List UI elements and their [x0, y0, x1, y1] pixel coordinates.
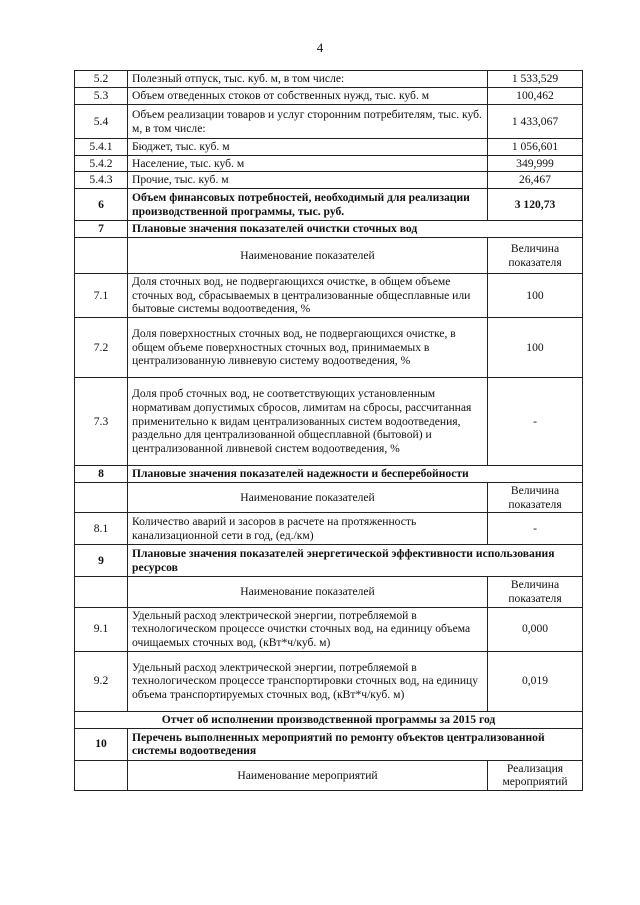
table-row: [75, 513, 583, 545]
section-title: Перечень выполненных мероприятий по ремонту объектов централизованной системы водоотведения: [128, 728, 583, 760]
row-text: Количество аварий и засоров в расчете на протяженность канализационной сети в год, (ед./км): [128, 513, 488, 545]
row-value: 349,999: [488, 155, 583, 172]
row-number: 5.2: [75, 71, 128, 88]
section-title: Плановые значения показателей очистки сточных вод: [128, 221, 583, 238]
section-number: 7: [75, 221, 128, 238]
table-row: [75, 88, 583, 105]
program-table: [74, 70, 583, 791]
row-number: 9.2: [75, 651, 128, 711]
row-text: Полезный отпуск, тыс. куб. м, в том числе:: [128, 71, 488, 88]
column-header-name: Наименование мероприятий: [128, 760, 488, 790]
row-value: 26,467: [488, 172, 583, 189]
row-value: 0,000: [488, 607, 583, 651]
empty-cell: [75, 238, 128, 274]
table-row: [75, 274, 583, 318]
section-number: 8: [75, 466, 128, 483]
row-number: 8.1: [75, 513, 128, 545]
table-row: [75, 607, 583, 651]
empty-cell: [75, 577, 128, 607]
row-value: -: [488, 513, 583, 545]
column-header-row: [75, 483, 583, 513]
column-header-value: Величина показателя: [488, 238, 583, 274]
report-title-row: [75, 711, 583, 728]
row-value: 1 433,067: [488, 105, 583, 139]
row-number: 7.3: [75, 378, 128, 466]
table-row: [75, 139, 583, 156]
empty-cell: [75, 483, 128, 513]
table-row: [75, 651, 583, 711]
section-number: 9: [75, 545, 128, 577]
section-title: Плановые значения показателей надежности и бесперебойности: [128, 466, 583, 483]
column-header-name: Наименование показателей: [128, 483, 488, 513]
row-text: Бюджет, тыс. куб. м: [128, 139, 488, 156]
row-text: Удельный расход электрической энергии, потребляемой в технологическом процессе очистки сточных вод, на единицу объема очищаемых сточных вод, (кВт*ч/куб. м): [128, 607, 488, 651]
row-number: 5.4.1: [75, 139, 128, 156]
row-text: Доля поверхностных сточных вод, не подвергающихся очистке, в общем объеме поверхностных сточных вод, принимаемых в централизованную ливневую систему водоотведения, %: [128, 318, 488, 378]
row-number: 5.4.2: [75, 155, 128, 172]
row-number: 7.1: [75, 274, 128, 318]
row-value: 100: [488, 318, 583, 378]
row-value: 100,462: [488, 88, 583, 105]
row-number: 5.3: [75, 88, 128, 105]
column-header-name: Наименование показателей: [128, 238, 488, 274]
page-number: 4: [316, 40, 324, 55]
table-row: [75, 71, 583, 88]
report-title: Отчет об исполнении производственной программы за 2015 год: [75, 711, 583, 728]
column-header-row: [75, 760, 583, 790]
row-value: -: [488, 378, 583, 466]
column-header-name: Наименование показателей: [128, 577, 488, 607]
row-text: Объем отведенных стоков от собственных нужд, тыс. куб. м: [128, 88, 488, 105]
table-row: [75, 105, 583, 139]
row-number: 7.2: [75, 318, 128, 378]
row-number: 5.4: [75, 105, 128, 139]
column-header-row: [75, 577, 583, 607]
section-number: 10: [75, 728, 128, 760]
table-row: [75, 378, 583, 466]
column-header-value: Реализация мероприятий: [488, 760, 583, 790]
table-row: [75, 318, 583, 378]
row-number: 9.1: [75, 607, 128, 651]
row-text: Прочие, тыс. куб. м: [128, 172, 488, 189]
column-header-value: Величина показателя: [488, 577, 583, 607]
row-text: Доля сточных вод, не подвергающихся очистке, в общем объеме сточных вод, сбрасываемых в централизованные общесплавные или бытовые системы водоотведения, %: [128, 274, 488, 318]
row-value: 0,019: [488, 651, 583, 711]
row-text: Объем реализации товаров и услуг сторонним потребителям, тыс. куб. м, в том числе:: [128, 105, 488, 139]
table-row: [75, 155, 583, 172]
row-value: 1 533,529: [488, 71, 583, 88]
empty-cell: [75, 760, 128, 790]
row-text: Объем финансовых потребностей, необходимый для реализации производственной программы, тыс. руб.: [128, 189, 488, 221]
row-text: Население, тыс. куб. м: [128, 155, 488, 172]
section-heading-row: [75, 466, 583, 483]
row-number: 6: [75, 189, 128, 221]
column-header-value: Величина показателя: [488, 483, 583, 513]
section-heading-row: [75, 221, 583, 238]
row-value: 100: [488, 274, 583, 318]
row-text: Удельный расход электрической энергии, потребляемой в технологическом процессе транспортировки сточных вод, на единицу объема транспортируемых сточных вод, (кВт*ч/куб. м): [128, 651, 488, 711]
row-value: 1 056,601: [488, 139, 583, 156]
section-heading-row: [75, 728, 583, 760]
row-text: Доля проб сточных вод, не соответствующих установленным нормативам допустимых сбросов, лимитам на сбросы, рассчитанная применительно к видам централизованных систем водоотведения, раздельно для централизованной общесплавной (бытовой) и централизованной ливневой систем водоотведения, %: [128, 378, 488, 466]
table-row: [75, 172, 583, 189]
row-value: 3 120,73: [488, 189, 583, 221]
section-heading-row: [75, 545, 583, 577]
column-header-row: [75, 238, 583, 274]
row-number: 5.4.3: [75, 172, 128, 189]
table-row: [75, 189, 583, 221]
section-title: Плановые значения показателей энергетической эффективности использования ресурсов: [128, 545, 583, 577]
